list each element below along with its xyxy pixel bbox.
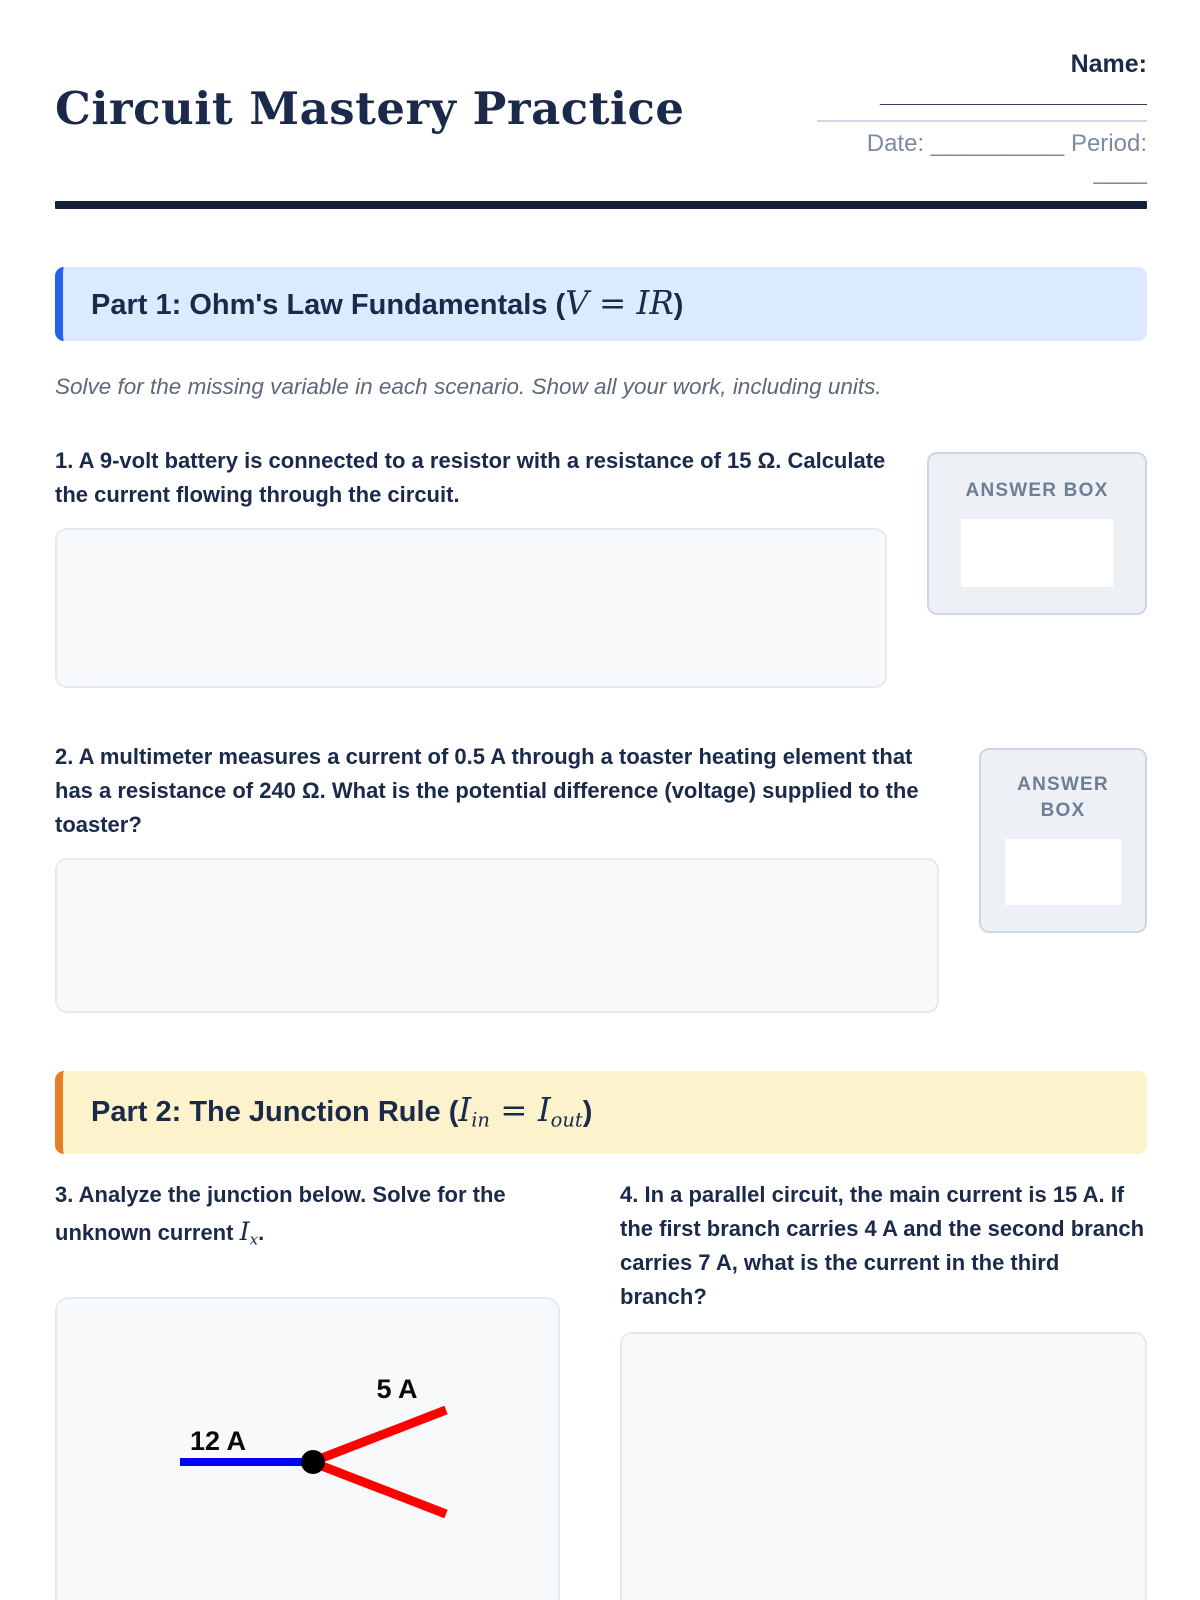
junction-diagram [55,1297,560,1600]
question-2-work-area[interactable] [55,858,939,1013]
student-info-block [817,50,1147,186]
header-divider [55,201,1147,209]
date-label: Date: [866,129,925,157]
question-1-text: 1. A 9-volt battery is connected to a resistor with a resistance of 15 Ω. Calculate the current flowing through the circuit. [55,447,886,507]
part1-instructions: Solve for the missing variable in each scenario. Show all your work, including units. [55,373,882,399]
junction-rule-formula: $I_{in} = I_{out}$ [458,1091,583,1132]
answer-box-label: ANSWER BOX [1017,773,1109,821]
input-current-label: 12 A [189,1425,247,1456]
question-3-text: 3. Analyze the junction below. Solve for the unknown current $I_x$. [55,1181,506,1249]
date-blank-field[interactable]: __________ [930,129,1065,157]
period-blank-field[interactable]: ____ [1093,157,1147,185]
question-3-column [55,1178,560,1600]
question-1-row [55,444,1147,688]
part1-heading-text: Part 1: Ohm's Law Fundamentals ( [91,288,566,321]
question-2-main [55,740,939,1013]
question-1-work-area[interactable] [55,528,887,688]
name-label: Name: [1070,50,1147,78]
question-4-work-area[interactable] [620,1332,1147,1600]
part2-heading-text: Part 2: The Junction Rule ( [91,1096,459,1129]
page-title: Circuit Mastery Practice [55,82,685,135]
junction-node [301,1450,325,1474]
ohms-law-formula: V = IR [565,283,674,322]
question-2-answer-box [979,748,1147,933]
part2-heading: Part 2: The Junction Rule $(I_{in} = I_{out})$ [55,1071,1147,1153]
header [55,50,1147,186]
unknown-current-symbol: $I_x$ [239,1216,259,1249]
question-4-text: 4. In a parallel circuit, the main current is 15 A. If the first branch carries 4 A and the second branch carries 7 A, what is the current in the third branch? [620,1181,1145,1309]
question-4-column [620,1178,1147,1600]
branch-2-wire [309,1461,446,1514]
name-blank-field[interactable]: ____________________ [817,81,1147,122]
question-1-answer-field[interactable] [961,519,1113,587]
part1-heading: Part 1: Ohm's Law Fundamentals (V = IR) [55,267,1147,341]
date-period-row [817,130,1147,186]
question-2-answer-field[interactable] [1005,839,1121,905]
question-2-row [55,740,1147,1013]
part2-columns [55,1178,1147,1600]
question-2-text: 2. A multimeter measures a current of 0.5 A through a toaster heating element that has a resistance of 240 Ω. What is the potential difference (voltage) supplied to the toaster? [55,743,919,838]
answer-box-label: ANSWER BOX [965,479,1109,501]
period-label: Period: [1070,129,1147,157]
branch-1-wire [309,1410,446,1463]
question-1-main [55,444,887,688]
question-1-answer-box [927,452,1147,616]
branch-1-label: 5 A [376,1373,418,1404]
junction-diagram-svg [57,1299,558,1600]
